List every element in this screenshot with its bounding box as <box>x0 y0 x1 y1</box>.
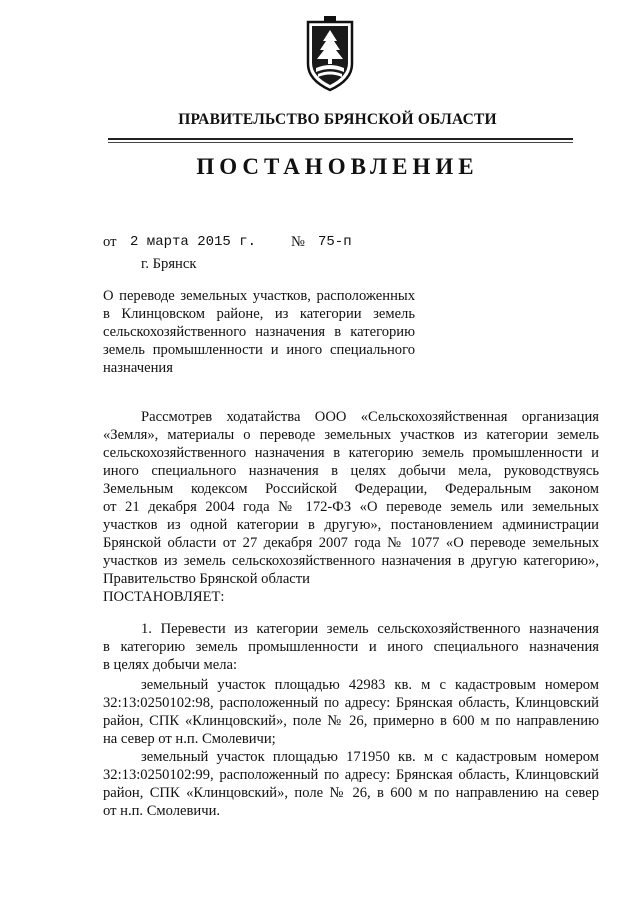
item1-line: 1. Перевести из категории земель сельскохозяйственного назначения <box>141 621 599 637</box>
preamble-line: Рассмотрев ходатайства ООО «Сельскохозяйственная организация <box>141 409 599 425</box>
preamble-line: Брянской области от 27 декабря 2007 года № 1077 «О переводе земельных <box>103 535 599 551</box>
plot2-line: 32:13:0250102:99, расположенный по адресу: Брянская область, Клинцовский <box>103 767 599 783</box>
plot1-line: район, СПК «Клинцовский», поле № 26, примерно в 600 м по направлению <box>103 713 599 729</box>
document-type: ПОСТАНОВЛЕНИЕ <box>196 154 479 179</box>
subject-line: земель промышленности и иного специального <box>103 342 415 358</box>
subject-line: О переводе земельных участков, расположенных <box>103 288 415 304</box>
preamble-line: сельскохозяйственного назначения в категорию земель промышленности и <box>103 445 599 461</box>
from-label: от <box>103 234 117 250</box>
header-rule-thin <box>108 142 573 143</box>
decree-date: 2 марта 2015 г. <box>130 234 257 250</box>
government-name: ПРАВИТЕЛЬСТВО БРЯНСКОЙ ОБЛАСТИ <box>178 111 497 128</box>
preamble-line: от 21 декабря 2004 года № 172-ФЗ «О переводе земель или земельных <box>103 499 599 515</box>
preamble-line: «Земля», материалы о переводе земельных участков из категории земель <box>103 427 599 443</box>
preamble-line: иного специального назначения в целях добычи мела, руководствуясь <box>103 463 599 479</box>
subject-line: назначения <box>103 360 173 376</box>
preamble-line: Земельным кодексом Российской Федерации, Федеральным законом <box>103 481 599 497</box>
subject-line: в Клинцовском районе, из категории земель <box>103 306 415 322</box>
city: г. Брянск <box>141 256 197 272</box>
item1-line: в категорию земель промышленности и иного специального назначения <box>103 639 599 655</box>
plot2-line: земельный участок площадью 171950 кв. м с кадастровым номером <box>141 749 599 765</box>
preamble-line: участков из одной категории в другую», постановлением администрации <box>103 517 599 533</box>
plot1-line: на север от н.п. Смолевичи; <box>103 731 276 747</box>
item1-line: в целях добычи мела: <box>103 657 238 673</box>
preamble-line: Правительство Брянской области <box>103 571 310 587</box>
number-label: № <box>291 234 305 250</box>
plot2-line: от н.п. Смолевичи. <box>103 803 221 819</box>
subject-line: сельскохозяйственного назначения в категорию <box>103 324 415 340</box>
header-rule-thick <box>108 138 573 140</box>
plot1-line: земельный участок площадью 42983 кв. м с кадастровым номером <box>141 677 599 693</box>
decree-number: 75-п <box>318 234 352 250</box>
preamble-line: участков из земель сельскохозяйственного назначения в другую категорию», <box>103 553 599 569</box>
plot1-line: 32:13:0250102:98, расположенный по адресу: Брянская область, Клинцовский <box>103 695 599 711</box>
resolves-label: ПОСТАНОВЛЯЕТ: <box>103 589 225 605</box>
plot2-line: район, СПК «Клинцовский», поле № 26, в 600 м по направлению на север <box>103 785 599 801</box>
coat-of-arms-icon <box>304 14 356 94</box>
